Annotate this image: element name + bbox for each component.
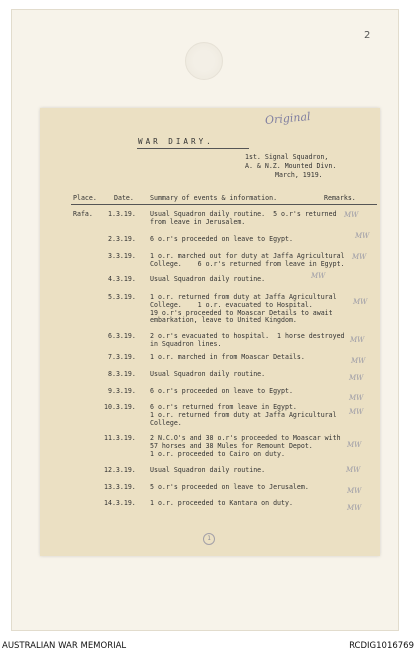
entry-text-line: 1 o.r. proceeded to Cairo on duty. <box>150 449 285 458</box>
page-number: 2 <box>364 30 371 41</box>
entry-text-line: Usual Squadron daily routine. 5 o.r's returned <box>150 210 337 218</box>
entry-text-line: College. 6 o.r's returned from leave in Egypt. <box>150 259 345 268</box>
entry-initials: MW <box>311 272 326 280</box>
entry-date: 5.3.19. <box>108 293 136 301</box>
entry-text-line: 5 o.r's proceeded on leave to Jerusalem. <box>150 483 309 491</box>
entry-text-line: Usual Squadron daily routine. <box>150 275 266 283</box>
entry-text-line: 2 N.C.O's and 38 o.r's proceeded to Moascar with <box>150 434 341 442</box>
original-stamp: Original <box>264 110 311 127</box>
entry-text-line: in Squadron lines. <box>150 339 222 348</box>
entry-initials: MW <box>347 504 362 512</box>
entry-date: 9.3.19. <box>108 387 136 395</box>
entry-date: 13.3.19. <box>104 483 136 491</box>
entry-date: 6.3.19. <box>108 332 136 340</box>
entry-initials: MW <box>344 211 359 219</box>
entry-text-line: 2 o.r's evacuated to hospital. 1 horse destroyed <box>150 332 345 340</box>
unit-line: A. & N.Z. Mounted Divn. <box>245 162 337 170</box>
header-place: Place. <box>73 194 97 202</box>
diary-title: WAR DIARY. <box>138 137 214 146</box>
entry-date: 12.3.19. <box>104 466 136 474</box>
header-date: Date. <box>114 194 134 202</box>
entry-date: 10.3.19. <box>104 403 136 411</box>
entry-date: 14.3.19. <box>104 499 136 507</box>
entry-text-line: 1 o.r. returned from duty at Jaffa Agricultural <box>150 410 337 419</box>
entry-text-line: 1 o.r. returned from duty at Jaffa Agricultural <box>150 293 337 301</box>
entry-place: Rafa. <box>73 210 93 218</box>
footer-reference: RCDIG1016769 <box>349 641 414 651</box>
entry-date: 8.3.19. <box>108 370 136 378</box>
entry-date: 2.3.19. <box>108 235 136 243</box>
entry-date: 3.3.19. <box>108 252 136 260</box>
header-summary: Summary of events & information. <box>150 194 278 202</box>
unit-line: March, 1919. <box>275 171 323 179</box>
entry-date: 4.3.19. <box>108 275 136 283</box>
entry-initials: MW <box>351 357 366 365</box>
entry-text-line: 1 o.r. marched out for duty at Jaffa Agricultural <box>150 252 345 260</box>
entry-text-line: 19 o.r's proceeded to Moascar Details to await <box>150 308 333 317</box>
entry-text-line: 1 o.r. proceeded to Kantara on duty. <box>150 499 293 507</box>
entry-initials: MW <box>350 336 365 344</box>
entry-initials: MW <box>352 253 367 261</box>
entry-initials: MW <box>349 394 364 402</box>
entry-text-line: from leave in Jerusalem. <box>150 217 246 226</box>
entry-initials: MW <box>349 374 364 382</box>
footer-source: AUSTRALIAN WAR MEMORIAL <box>2 641 127 651</box>
unit-line: 1st. Signal Squadron, <box>245 153 329 161</box>
entry-text-line: Usual Squadron daily routine. <box>150 370 266 378</box>
entry-date: 11.3.19. <box>104 434 136 442</box>
entry-text-line: embarkation, leave to United Kingdom. <box>150 316 297 325</box>
entry-initials: MW <box>355 232 370 240</box>
header-remarks: Remarks. <box>324 194 356 202</box>
entry-text-line: 6 o.r's returned from leave in Egypt. <box>150 403 297 411</box>
entry-text-line: College. <box>150 418 182 427</box>
entry-text-line: Usual Squadron daily routine. <box>150 466 266 474</box>
entry-text-line: 57 horses and 38 Mules for Remount Depot. <box>150 441 313 450</box>
entry-initials: MW <box>347 487 362 495</box>
entry-date: 1.3.19. <box>108 210 136 218</box>
entry-text-line: 6 o.r's proceeded on leave to Egypt. <box>150 235 293 243</box>
entry-initials: MW <box>353 298 368 306</box>
circled-number: 1 <box>203 533 215 545</box>
entry-initials: MW <box>347 441 362 449</box>
title-underline <box>137 148 249 149</box>
entry-text-line: 1 o.r. marched in from Moascar Details. <box>150 353 305 361</box>
entry-date: 7.3.19. <box>108 353 136 361</box>
header-rule <box>71 204 377 205</box>
embossed-seal <box>185 42 223 80</box>
unit-block <box>245 153 336 180</box>
entry-text-line: 6 o.r's proceeded on leave to Egypt. <box>150 387 293 395</box>
entry-text-line: College. 1 o.r. evacuated to Hospital. <box>150 300 313 309</box>
entry-initials: MW <box>346 466 361 474</box>
entry-initials: MW <box>349 408 364 416</box>
war-diary-sheet <box>40 108 380 556</box>
